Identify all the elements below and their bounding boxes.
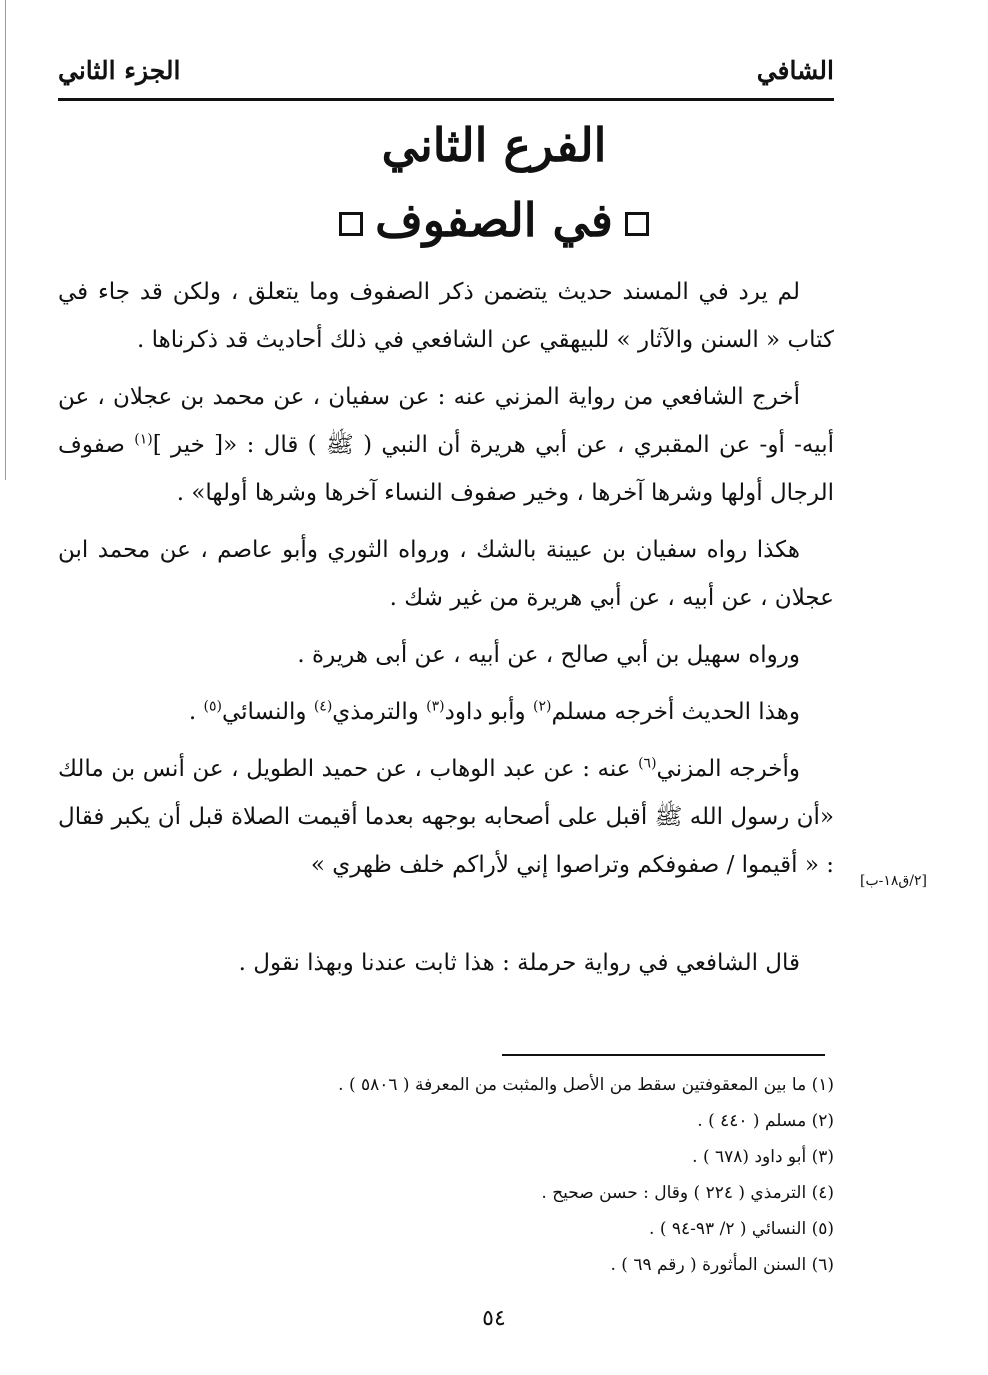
topic-title [0,193,988,247]
footnote: (٥) النسائي ( ٢/ ٩٣-٩٤ ) . [649,1219,834,1239]
header-rule [58,98,834,101]
square-ornament-icon [339,212,363,236]
footnote: (٣) أبو داود (٦٧٨ ) . [692,1147,834,1167]
paragraph: أخرج الشافعي من رواية المزني عنه : عن سفيان ، عن محمد بن عجلان ، عن أبيه- أو- عن المقبري ، عن أبي هريرة أن النبي ( ﷺ ) قال : «[ خير ]$^{(١)}$ صفوف الرجال أولها وشرها آخرها ، وخير صفوف النساء آخرها وشرها أولها» . [58,384,834,506]
footnote: (٢) مسلم ( ٤٤٠ ) . [697,1111,834,1131]
footnote-ref: (١) [134,431,153,448]
footnote: (٦) السنن المأثورة ( رقم ٦٩ ) . [610,1255,834,1275]
footnote-rule [502,1054,825,1056]
footnote: (٤) الترمذي ( ٢٢٤ ) وقال : حسن صحيح . [541,1183,834,1203]
paragraph: لم يرد في المسند حديث يتضمن ذكر الصفوف وما يتعلق ، ولكن قد جاء في كتاب « السنن والآثار » للبيهقي عن الشافعي في ذلك أحاديث قد ذكرناها . [58,279,834,353]
footnote-ref: (٥) [203,698,222,715]
paragraph: وأخرجه المزني$^{(٦)}$ عنه : عن عبد الوهاب ، عن حميد الطويل ، عن أنس بن مالك «أن رسول الله ﷺ أقبل على أصحابه بوجهه بعدما أقيمت الصلاة قبل أن يكبر فقال : « أقيموا / صفوفكم وتراصوا إني لأراكم خلف ظهري » [58,755,834,878]
footnote-ref: (٤) [313,698,333,715]
paragraph: هكذا رواه سفيان بن عيينة بالشك ، ورواه الثوري وأبو عاصم ، عن محمد ابن عجلان ، عن أبيه ، عن أبي هريرة من غير شك . [58,537,834,611]
paragraph: ورواه سهيل بن أبي صالح ، عن أبيه ، عن أبى هريرة . [297,642,800,668]
footnote-ref: (٢) [532,698,552,715]
manuscript-folio-marker: [٢/ق١٨-ب] [860,873,928,889]
branch-title: الفرع الثاني [381,118,607,172]
part-label: الجزء الثاني [58,56,181,85]
paragraph: قال الشافعي في رواية حرملة : هذا ثابت عندنا وبهذا نقول . [238,950,800,976]
footnote: (١) ما بين المعقوفتين سقط من الأصل والمثبت من المعرفة ( ٥٨٠٦ ) . [338,1075,834,1095]
paragraph: وهذا الحديث أخرجه مسلم$^{(٢)}$ وأبو داود$^{(٣)}$ والترمذي$^{(٤)}$ والنسائي$^{(٥)}$ . [188,698,800,725]
main-text [58,268,834,996]
square-ornament-icon [625,212,649,236]
book-title: الشافي [756,56,834,85]
running-header [58,52,834,92]
topic-title-text: في الصفوف [375,193,613,247]
footnotes [58,1067,834,1283]
page-number: ٥٤ [482,1306,506,1331]
footnote-ref: (٦) [638,755,657,772]
footnote-ref: (٣) [426,698,445,715]
